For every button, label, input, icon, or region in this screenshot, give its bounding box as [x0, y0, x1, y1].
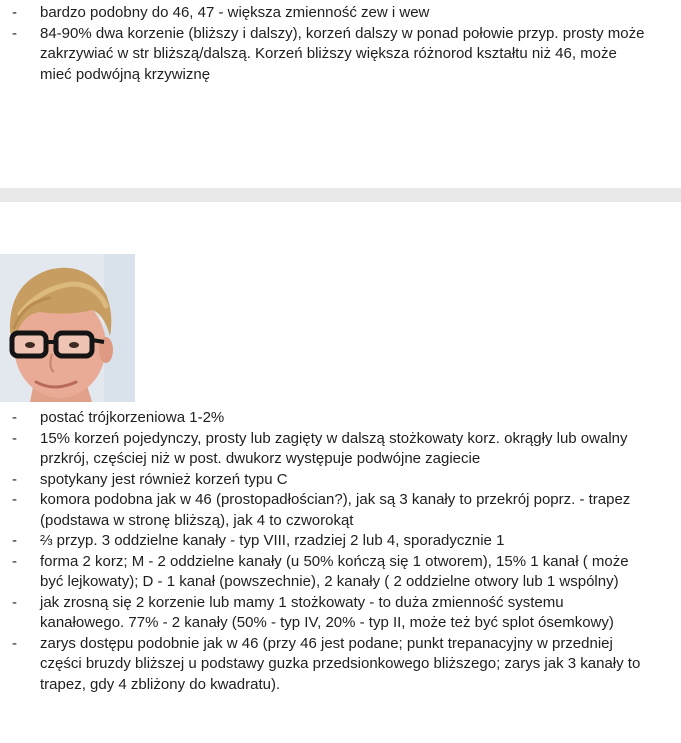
bullet-list-top — [0, 3, 681, 85]
bullet-dash: - — [12, 532, 17, 549]
list-item — [0, 24, 681, 86]
list-item — [0, 408, 681, 429]
list-item — [0, 3, 681, 24]
list-item — [0, 531, 681, 552]
document-page-bottom — [0, 202, 681, 743]
bullet-dash: - — [12, 593, 17, 611]
bullet-dash: - — [12, 4, 17, 21]
list-item — [0, 552, 681, 593]
list-item — [0, 634, 681, 696]
list-item — [0, 429, 681, 470]
list-item-text: komora podobna jak w 46 (prostopadłościan?), jak są 3 kanały to przekrój poprz. - trapez (podstawa w stronę bliższą), jak 4 to czworokąt — [40, 491, 631, 529]
bullet-dash: - — [12, 24, 17, 42]
list-item-text: zarys dostępu podobnie jak w 46 (przy 46 jest podane; punkt trepanacyjny w przedniej części bruzdy bliższej u podstawy guzka przedsionkowego bliższego; zarys jak 3 kanały to trapez, gdy 4 zbliżony do kwadratu). — [40, 634, 641, 693]
bullet-dash: - — [12, 429, 17, 447]
list-item-text: ⅔ przyp. 3 oddzielne kanały - typ VIII, rzadziej 2 lub 4, sporadycznie 1 — [40, 532, 505, 549]
list-item — [0, 593, 681, 634]
bullet-dash: - — [12, 491, 17, 508]
list-item-text: bardzo podobny do 46, 47 - większa zmienność zew i wew — [40, 4, 430, 21]
bullet-dash: - — [12, 470, 17, 488]
bullet-dash: - — [12, 634, 17, 652]
list-item-text: 84-90% dwa korzenie (bliższy i dalszy), korzeń dalszy w ponad połowie przyp. prosty może zakrzywiać w str bliższą/dalszą. Korzeń bliższy większa różnorod kształtu niż 46, może mieć podwójną krzywiznę — [40, 24, 645, 83]
bullet-dash: - — [12, 409, 17, 426]
list-item-text: 15% korzeń pojedynczy, prosty lub zagięty w dalszą stożkowaty korz. okrągły lub owalny przkrój, częściej niż w post. dwukorz występuje podwójne zagiecie — [40, 429, 628, 467]
list-item — [0, 490, 681, 531]
list-item-text: postać trójkorzeniowa 1-2% — [40, 409, 225, 426]
page-separator — [0, 188, 681, 202]
list-item-text: forma 2 korz; M - 2 oddzielne kanały (u 50% kończą się 1 otworem), 15% 1 kanał ( może być lejkowaty); D - 1 kanał (powszechnie), 2 kanały ( 2 oddzielne otwory lub 1 wspólny) — [40, 552, 629, 590]
person-photo-icon — [0, 254, 135, 402]
bullet-list-bottom — [0, 408, 681, 695]
bullet-dash: - — [12, 552, 17, 570]
avatar — [0, 254, 135, 402]
document-page-top — [0, 0, 681, 188]
list-item — [0, 470, 681, 491]
list-item-text: jak zrosną się 2 korzenie lub mamy 1 stożkowaty - to duża zmienność systemu kanałowego. 77% - 2 kanały (50% - typ IV, 20% - typ II, może też być splot ósemkowy) — [40, 593, 614, 631]
list-item-text: spotykany jest również korzeń typu C — [40, 470, 288, 488]
